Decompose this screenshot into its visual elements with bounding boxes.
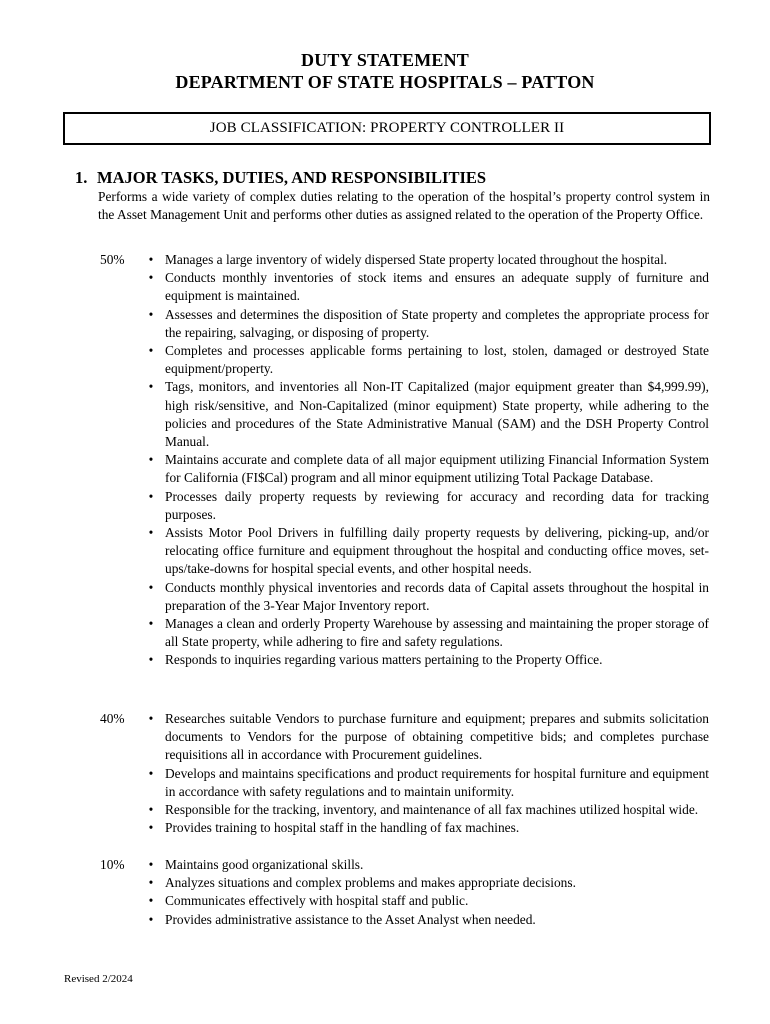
task-text: Conducts monthly physical inventories and records data of Capital assets throughout the hospital in preparation of the 3-Year Major Inventory report.	[165, 579, 709, 613]
task-text: Maintains accurate and complete data of all major equipment utilizing Financial Information System for California (FI$Cal) program and all minor equipment utilizing Total Package Database.	[165, 452, 709, 486]
bullet-icon: •	[148, 765, 154, 781]
bullet-icon: •	[148, 343, 154, 359]
task-item	[148, 342, 709, 378]
task-text: Provides training to hospital staff in the handling of fax machines.	[165, 820, 520, 836]
job-classification-box: JOB CLASSIFICATION: PROPERTY CONTROLLER II	[63, 112, 711, 145]
task-item	[148, 378, 709, 451]
task-item	[148, 856, 709, 874]
task-item	[148, 819, 709, 837]
task-item	[148, 615, 709, 651]
task-text: Assesses and determines the disposition of State property and completes the appropriate process for the repairing, salvaging, or disposing of property.	[165, 306, 709, 340]
bullet-icon: •	[148, 270, 154, 286]
task-item	[148, 765, 709, 801]
task-item	[148, 579, 709, 615]
task-item	[148, 874, 709, 892]
task-text: Tags, monitors, and inventories all Non-IT Capitalized (major equipment greater than $4,999.99), high risk/sensitive, and Non-Capitalized (minor equipment) State property, while adhering to the policies and procedures of the State Administrative Manual (SAM) and the DSH Property Control Manual.	[165, 379, 709, 450]
task-text: Responds to inquiries regarding various matters pertaining to the Property Office.	[165, 652, 603, 668]
task-item	[148, 251, 709, 269]
task-item	[148, 911, 709, 929]
task-text: Develops and maintains specifications and product requirements for hospital furniture and equipment in accordance with safety regulations and to maintain uniformity.	[165, 765, 709, 799]
bullet-icon: •	[148, 652, 154, 668]
percentage-label: 50%	[100, 252, 125, 267]
task-text: Analyzes situations and complex problems and makes appropriate decisions.	[165, 875, 576, 891]
percentage-label: 10%	[100, 857, 125, 872]
task-item	[148, 710, 709, 765]
department-title: DEPARTMENT OF STATE HOSPITALS – PATTON	[175, 72, 595, 92]
bullet-icon: •	[148, 525, 154, 541]
task-text: Maintains good organizational skills.	[165, 857, 364, 872]
section-intro: Performs a wide variety of complex duties relating to the operation of the hospital’s property control system in the Asset Management Unit and performs other duties as assigned related to the operation of the Property Office.	[98, 189, 710, 222]
bullet-icon: •	[148, 893, 154, 909]
bullet-icon: •	[148, 911, 154, 927]
section-title: MAJOR TASKS, DUTIES, AND RESPONSIBILITIES	[97, 168, 487, 187]
task-item	[148, 801, 709, 819]
bullet-icon: •	[148, 379, 154, 395]
section-heading	[75, 168, 486, 188]
task-text: Communicates effectively with hospital staff and public.	[165, 893, 469, 909]
task-item	[148, 269, 709, 305]
task-text: Processes daily property requests by reviewing for accuracy and recording data for tracking purposes.	[165, 488, 709, 522]
task-list	[148, 856, 709, 929]
task-text: Completes and processes applicable forms pertaining to lost, stolen, damaged or destroyed State equipment/property.	[165, 343, 709, 377]
task-text: Researches suitable Vendors to purchase furniture and equipment; prepares and submits solicitation documents to Vendors for the purpose of obtaining competitive bids; and completes purchase requisitions all in accordance with Procurement guidelines.	[165, 711, 709, 763]
percentage-label: 40%	[100, 711, 125, 726]
document-title: DUTY STATEMENT	[301, 50, 469, 70]
task-text: Manages a clean and orderly Property Warehouse by assessing and maintaining the proper storage of all State property, while adhering to fire and safety regulations.	[165, 616, 709, 650]
task-text: Provides administrative assistance to the Asset Analyst when needed.	[165, 911, 536, 927]
bullet-icon: •	[148, 616, 154, 632]
bullet-icon: •	[148, 711, 154, 726]
task-item	[148, 524, 709, 579]
task-list	[148, 251, 709, 670]
revision-note: Revised 2/2024	[64, 973, 133, 985]
task-item	[148, 451, 709, 487]
bullet-icon: •	[148, 802, 154, 818]
bullet-icon: •	[148, 488, 154, 504]
task-text: Conducts monthly inventories of stock items and ensures an adequate supply of furniture and equipment is maintained.	[165, 270, 709, 304]
task-text: Assists Motor Pool Drivers in fulfilling daily property requests by delivering, picking-up, and/or relocating office furniture and equipment throughout the hospital and conducting office moves, set-ups/take-downs for hospital special events, and other hospital needs.	[165, 525, 709, 577]
task-item	[148, 306, 709, 342]
bullet-icon: •	[148, 452, 154, 468]
bullet-icon: •	[148, 579, 154, 595]
task-item	[148, 651, 709, 669]
task-item	[148, 892, 709, 910]
task-text: Responsible for the tracking, inventory, and maintenance of all fax machines utilized hospital wide.	[165, 802, 699, 818]
bullet-icon: •	[148, 857, 154, 872]
task-list	[148, 710, 709, 837]
bullet-icon: •	[148, 306, 154, 322]
bullet-icon: •	[148, 875, 154, 891]
task-item	[148, 488, 709, 524]
bullet-icon: •	[148, 820, 154, 836]
bullet-icon: •	[148, 252, 154, 267]
section-number: 1.	[75, 168, 88, 187]
task-text: Manages a large inventory of widely dispersed State property located throughout the hospital.	[165, 252, 668, 267]
